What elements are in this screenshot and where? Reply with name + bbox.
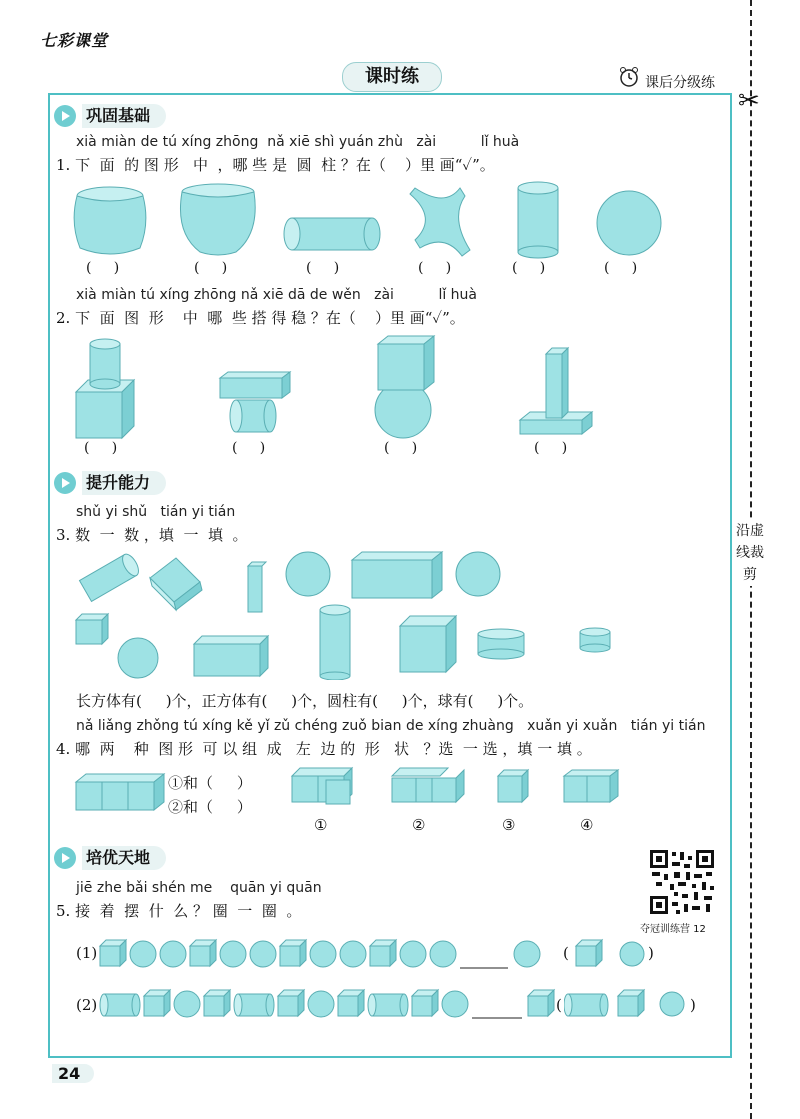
concave-shape <box>410 188 470 256</box>
sphere-shape <box>220 941 246 967</box>
q4-choice-label-2: ② <box>412 816 426 834</box>
q5-row2-close-paren: ) <box>690 996 696 1014</box>
q5-text: 5. 接 着 摆 什 么 ？ 圈 一 圈 。 <box>56 902 302 920</box>
q1-blank-2[interactable]: ( ) <box>194 260 228 276</box>
qr-code-image[interactable] <box>648 848 716 916</box>
q5-row2-options[interactable] <box>564 986 694 1022</box>
q1-blank-4[interactable]: ( ) <box>418 260 452 276</box>
sphere-shape <box>597 191 661 255</box>
q5-row1-open-paren: ( <box>563 944 569 962</box>
q5-row1-options[interactable] <box>572 936 652 972</box>
q5-pinyin: jiē zhe bǎi shén me quān yi quān <box>76 880 322 896</box>
q1-blank-1[interactable]: ( ) <box>86 260 120 276</box>
cube-shape <box>412 990 438 1016</box>
q5-row2-sequence <box>98 986 558 1022</box>
q1-shapes <box>70 178 670 268</box>
play-icon <box>54 105 76 127</box>
section-header-basics <box>54 103 166 129</box>
sphere-shape <box>430 941 456 967</box>
q2-blank-2[interactable]: ( ) <box>232 440 266 456</box>
play-icon <box>54 472 76 494</box>
tall-block-on-slab <box>520 348 592 434</box>
play-icon <box>54 847 76 869</box>
alarm-clock-icon <box>618 66 640 88</box>
sphere-shape <box>340 941 366 967</box>
sphere-shape <box>250 941 276 967</box>
q4-option-1[interactable]: ①和（ ） <box>168 774 252 792</box>
page-title: 课时练 <box>342 62 442 92</box>
sphere-shape <box>400 941 426 967</box>
cube-shape <box>528 990 554 1016</box>
cube-shape <box>100 940 126 966</box>
q3-pinyin: shǔ yi shǔ tián yi tián <box>76 504 236 520</box>
board-on-cylinder <box>220 372 290 432</box>
section-header-advanced <box>54 845 166 871</box>
q1-blank-5[interactable]: ( ) <box>512 260 546 276</box>
section-title: 提升能力 <box>82 471 166 495</box>
cylinder-shape <box>100 994 140 1016</box>
cylinder-shape <box>368 994 408 1016</box>
q1-text: 1. 下 面 的 图 形 中 ，哪 些 是 圆 柱 ？在（ ）里 画“✓”。 <box>56 156 495 174</box>
sphere-shape <box>130 941 156 967</box>
q5-row1-sequence <box>98 936 618 972</box>
horizontal-cylinder-shape <box>284 218 380 250</box>
q2-blank-3[interactable]: ( ) <box>384 440 418 456</box>
cube-shape <box>280 940 306 966</box>
q1-blank-6[interactable]: ( ) <box>604 260 638 276</box>
round-pot-shape <box>180 184 255 255</box>
sphere-shape <box>442 991 468 1017</box>
q4-text: 4. 哪 两 种 图 形 可 以 组 成 左 边 的 形 状 ？选 一 选 ，填 一 填 。 <box>56 740 592 758</box>
cube-shape <box>190 940 216 966</box>
page-number: 24 <box>52 1064 94 1083</box>
q2-pinyin: xià miàn tú xíng zhōng nǎ xiē dā de wěn zài lǐ huà <box>76 287 477 303</box>
q1-pinyin: xià miàn de tú xíng zhōng nǎ xiē shì yuán zhù zài lǐ huà <box>76 134 520 150</box>
q3-shape-group <box>70 548 630 680</box>
q2-text: 2. 下 面 图 形 中 哪 些 搭 得 稳 ？在（ ）里 画“✓”。 <box>56 309 465 327</box>
q3-text: 3. 数 一 数 ，填 一 填 。 <box>56 526 248 544</box>
sphere-shape <box>514 941 540 967</box>
q4-choice-label-1: ① <box>314 816 328 834</box>
cube-shape <box>144 990 170 1016</box>
cube-shape <box>338 990 364 1016</box>
cube-shape <box>278 990 304 1016</box>
sphere-shape <box>160 941 186 967</box>
q2-blank-1[interactable]: ( ) <box>84 440 118 456</box>
cylinder-shape <box>234 994 274 1016</box>
sphere-shape <box>308 991 334 1017</box>
q4-target-shape <box>72 770 172 814</box>
q5-row2-open-paren: ( <box>556 996 562 1014</box>
cylinder-on-cube <box>76 339 134 438</box>
scissors-icon: ✂ <box>738 86 760 116</box>
sphere-shape <box>174 991 200 1017</box>
section-title: 培优天地 <box>82 846 166 870</box>
lesson-level-label: 课后分级练 <box>645 75 715 91</box>
q5-row2-label: (2) <box>76 996 98 1014</box>
q2-stacks <box>70 334 610 442</box>
cube-shape <box>370 940 396 966</box>
section-title: 巩固基础 <box>82 104 166 128</box>
sphere-shape <box>310 941 336 967</box>
q4-option-2[interactable]: ②和（ ） <box>168 798 252 816</box>
qr-caption: 夺冠训练营 12 <box>640 924 706 935</box>
q5-row1-label: (1) <box>76 944 98 962</box>
q5-row1-close-paren: ) <box>648 944 654 962</box>
q2-blank-4[interactable]: ( ) <box>534 440 568 456</box>
section-header-improve <box>54 470 166 496</box>
q1-blank-3[interactable]: ( ) <box>306 260 340 276</box>
vertical-cylinder-shape <box>518 182 558 258</box>
q4-choice-label-4: ④ <box>580 816 594 834</box>
q4-pinyin: nǎ liǎng zhǒng tú xíng kě yǐ zǔ chéng zuǒ bian de xíng zhuàng xuǎn yi xuǎn tián yi tián <box>76 718 706 734</box>
cut-label: 沿虚线裁剪 <box>736 520 764 586</box>
cube-shape <box>204 990 230 1016</box>
barrel-shape <box>74 187 146 254</box>
brand-logo: 七彩课堂 <box>40 31 109 50</box>
q4-choices <box>288 766 628 806</box>
q4-choice-label-3: ③ <box>502 816 516 834</box>
q3-answer-line[interactable]: 长方体有( )个，正方体有( )个，圆柱有( )个，球有( )个。 <box>76 692 534 710</box>
cube-on-sphere <box>375 336 434 438</box>
